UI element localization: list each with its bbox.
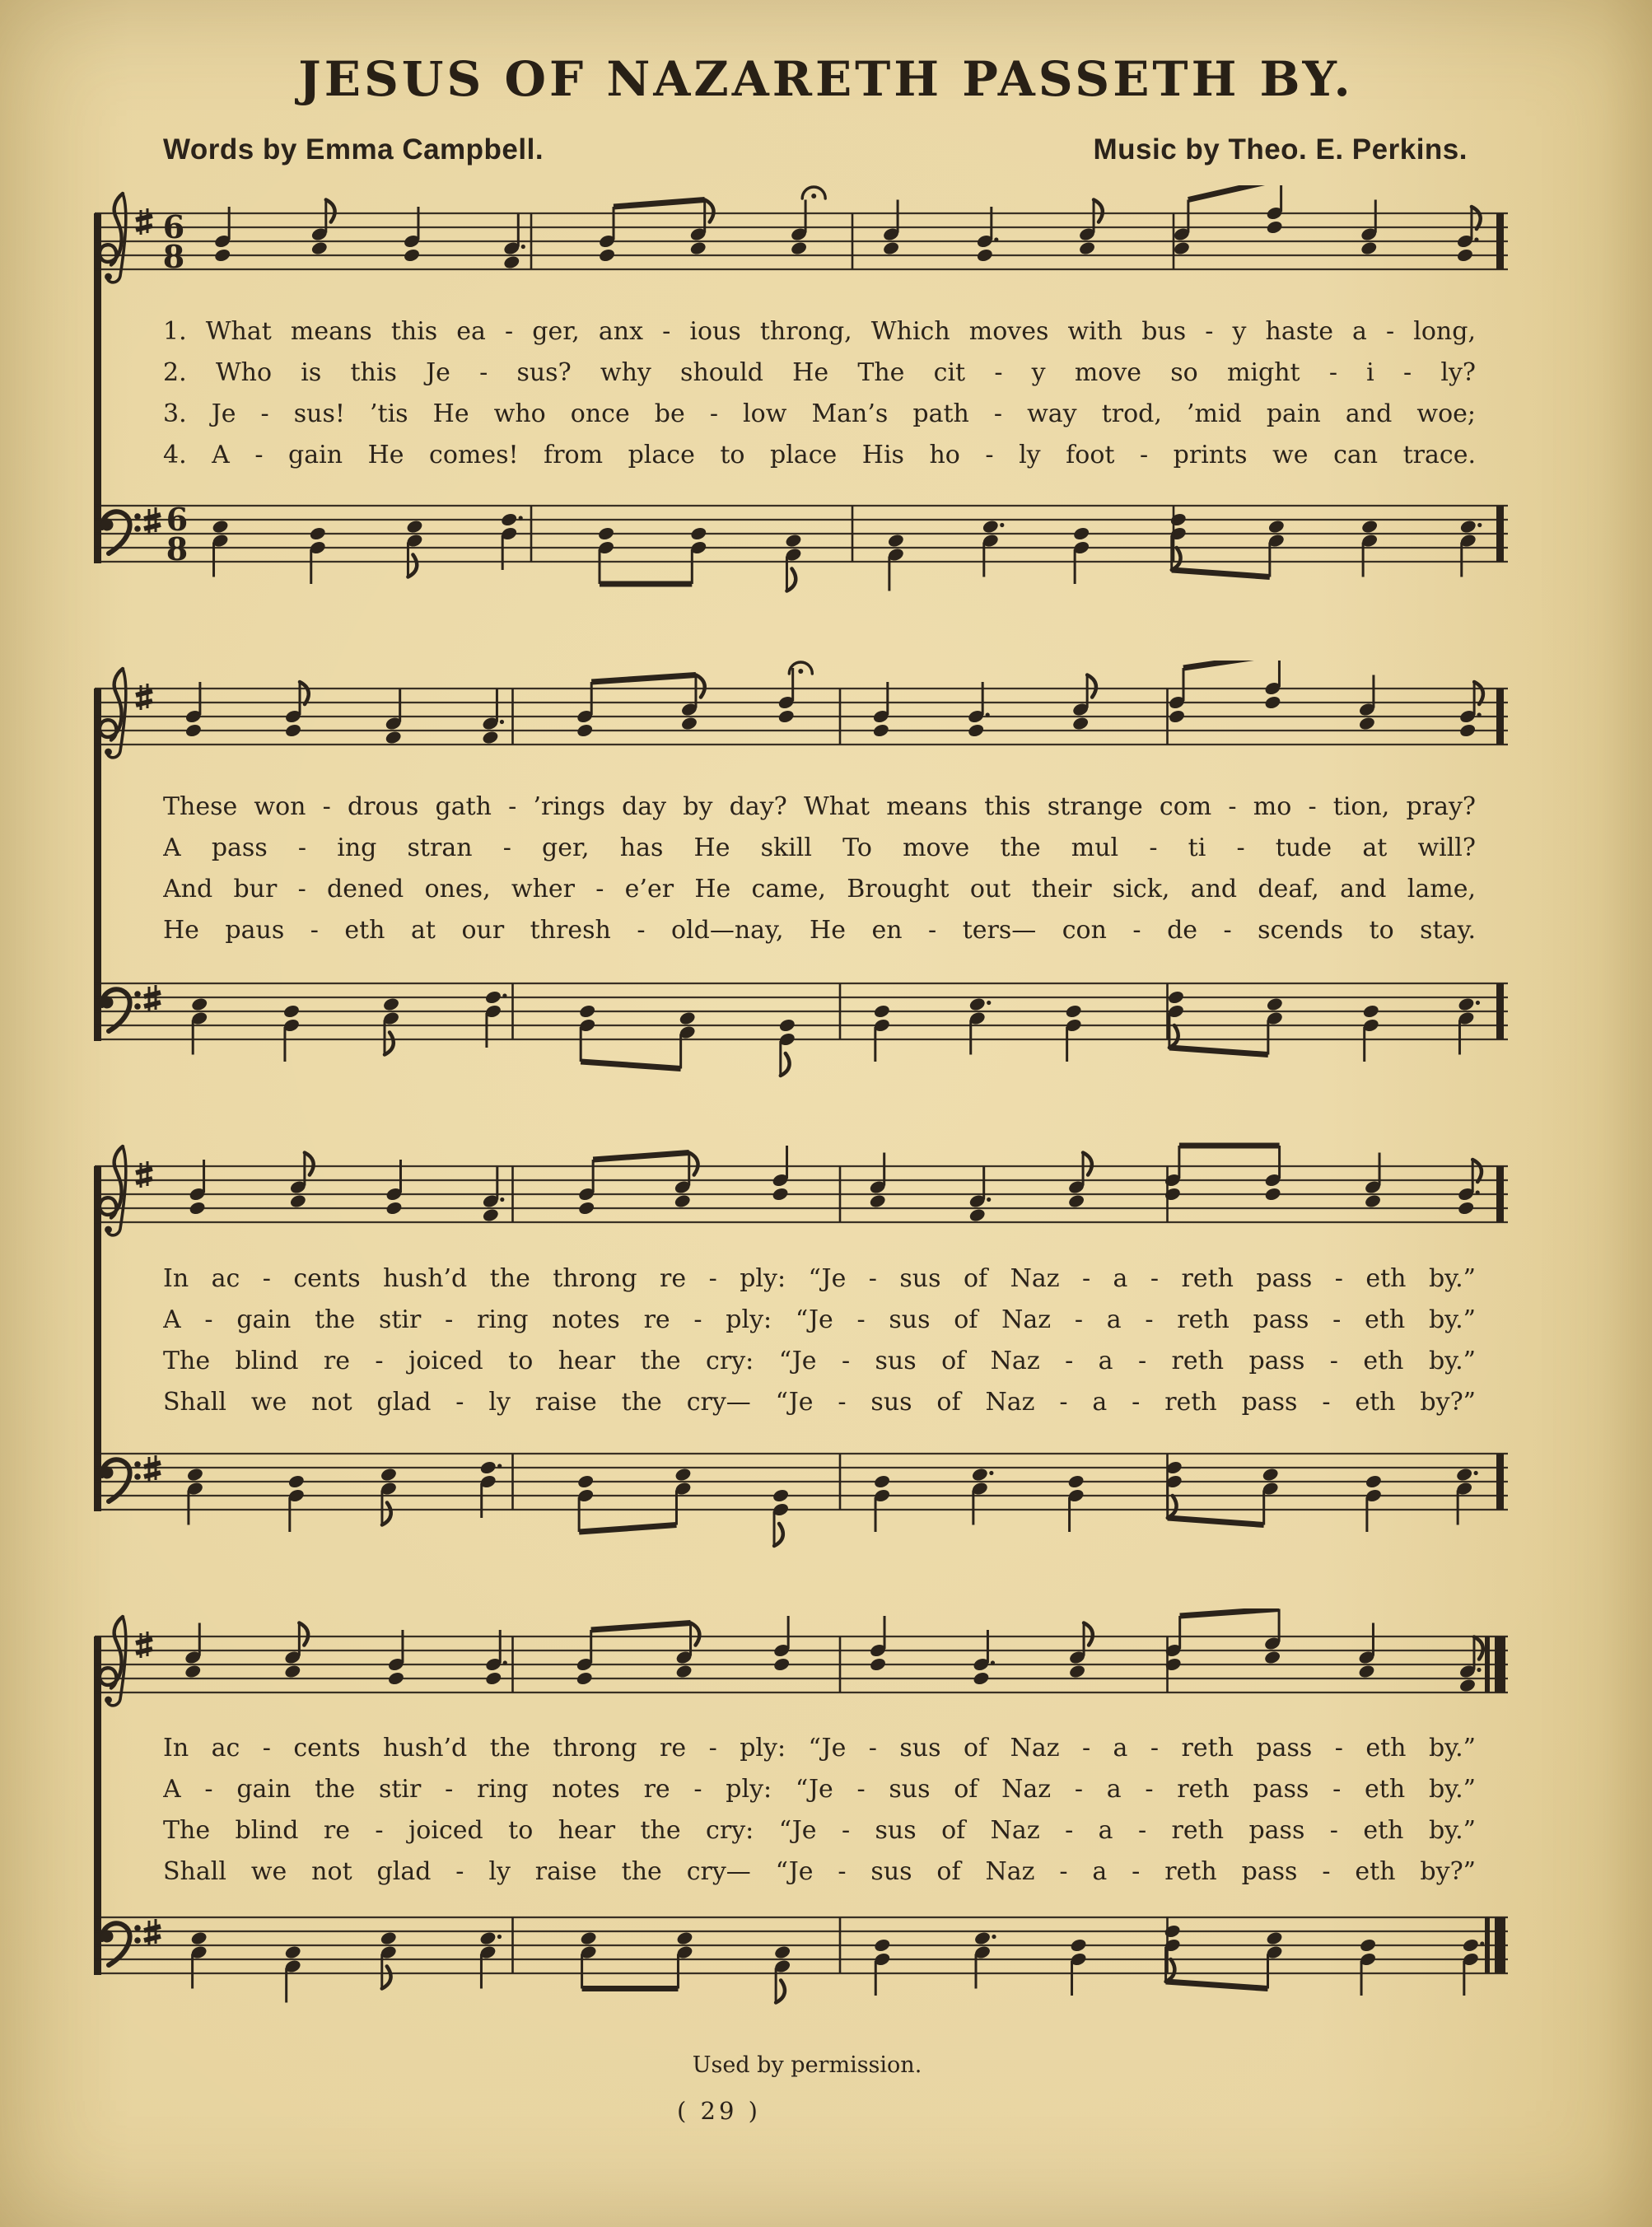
bass-staff-system-1 <box>95 478 1515 609</box>
svg-text:8: 8 <box>166 530 189 567</box>
treble-staff-system-4 <box>95 1608 1515 1740</box>
bass-staff-system-2 <box>95 955 1515 1087</box>
chorus-lyrics-block <box>163 1258 1476 1423</box>
lyric-line-verse-2: 2. Who is this Je - sus? why should He The cit - y move so might - i - ly? <box>163 358 1476 387</box>
bass-staff-system-4 <box>95 1889 1515 2021</box>
treble-staff-system-2 <box>95 661 1515 792</box>
lyric-line: Shall we not glad - ly raise the cry— “Je - sus of Naz - a - reth pass - eth by?” <box>163 1857 1476 1886</box>
lyric-line: In ac - cents hush’d the throng re - ply: “Je - sus of Naz - a - reth pass - eth by.” <box>163 1734 1476 1762</box>
words-credit: Words by Emma Campbell. <box>163 133 544 166</box>
byline-row <box>163 133 1468 166</box>
verse-lyrics-block <box>163 311 1476 476</box>
bass-staff-system-3 <box>95 1426 1515 1557</box>
lyric-line-verse-1: 1. What means this ea - ger, anx - ious throng, Which moves with bus - y haste a - long, <box>163 317 1476 346</box>
lyric-line: And bur - dened ones, wher - e’er He came, Brought out their sick, and deaf, and lame, <box>163 875 1476 903</box>
music-credit: Music by Theo. E. Perkins. <box>1093 133 1468 166</box>
lyric-line: These won - drous gath - ’rings day by day? What means this strange com - mo - tion, pray? <box>163 792 1476 821</box>
chorus-lyrics-block <box>163 1728 1476 1893</box>
svg-text:6: 6 <box>166 501 189 538</box>
page-number: ( 29 ) <box>677 2097 761 2125</box>
lyric-line: A - gain the stir - ring notes re - ply: “Je - sus of Naz - a - reth pass - eth by.” <box>163 1305 1476 1334</box>
lyric-line: The blind re - joiced to hear the cry: “Je - sus of Naz - a - reth pass - eth by.” <box>163 1816 1476 1845</box>
svg-text:6: 6 <box>162 208 185 245</box>
lyric-line: The blind re - joiced to hear the cry: “Je - sus of Naz - a - reth pass - eth by.” <box>163 1347 1476 1375</box>
lyric-line-verse-4: 4. A - gain He comes! from place to place His ho - ly foot - prints we can trace. <box>163 441 1476 469</box>
lyric-line: A - gain the stir - ring notes re - ply: “Je - sus of Naz - a - reth pass - eth by.” <box>163 1775 1476 1804</box>
svg-text:8: 8 <box>162 238 185 275</box>
lyric-line: A pass - ing stran - ger, has He skill To move the mul - ti - tude at will? <box>163 833 1476 862</box>
page-title: JESUS OF NAZARETH PASSETH BY. <box>298 51 1354 107</box>
treble-staff-system-3 <box>95 1138 1515 1270</box>
treble-staff-system-1 <box>95 185 1515 317</box>
lyric-line: Shall we not glad - ly raise the cry— “Je - sus of Naz - a - reth pass - eth by?” <box>163 1388 1476 1417</box>
lyric-line: He paus - eth at our thresh - old—nay, He en - ters— con - de - scends to stay. <box>163 916 1476 945</box>
lyric-line-verse-3: 3. Je - sus! ’tis He who once be - low Man’s path - way trod, ’mid pain and woe; <box>163 399 1476 428</box>
permission-note: Used by permission. <box>692 2052 922 2078</box>
verse-lyrics-block <box>163 787 1476 951</box>
lyric-line: In ac - cents hush’d the throng re - ply: “Je - sus of Naz - a - reth pass - eth by.” <box>163 1264 1476 1293</box>
